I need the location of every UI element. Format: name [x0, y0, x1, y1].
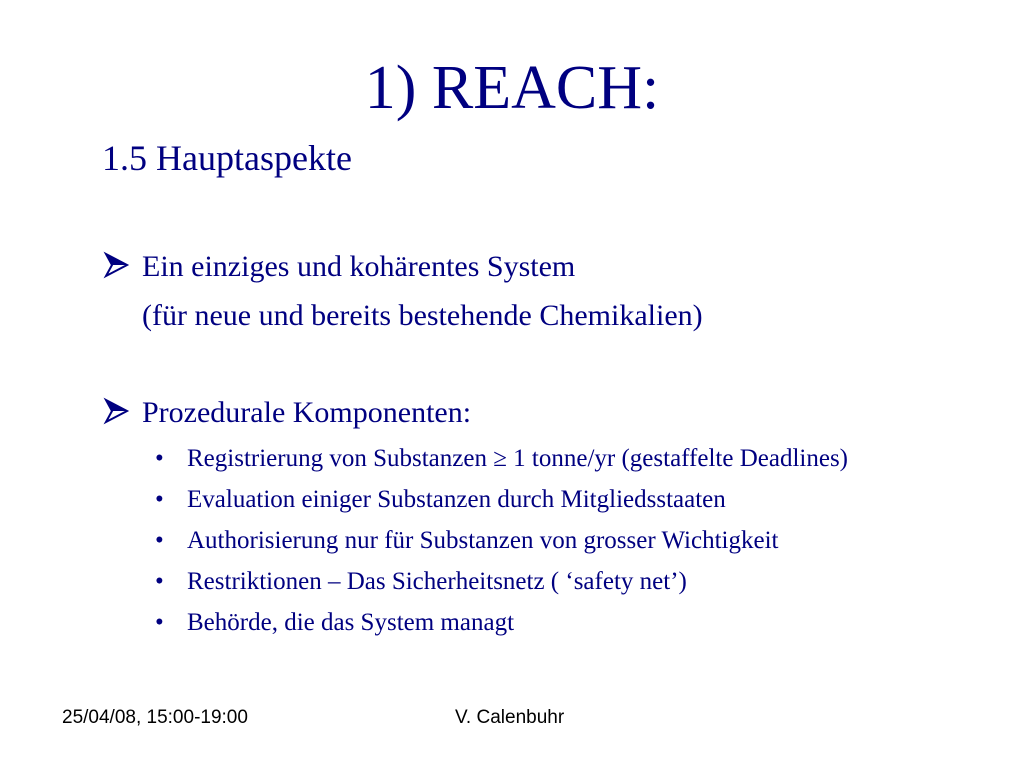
- sub-item-text: Registrierung von Substanzen ≥ 1 tonne/yr (gestaffelte Deadlines): [187, 445, 848, 472]
- sub-item: [155, 567, 687, 597]
- footer-date: 25/04/08, 15:00-19:00: [62, 707, 248, 728]
- main-bullet-1-text: Ein einziges und kohärentes System: [142, 250, 576, 283]
- slide-title: 1) REACH:: [364, 54, 660, 122]
- arrow-bullet-icon: [102, 397, 130, 425]
- bullet-dot-icon: •: [155, 486, 164, 513]
- bullet-dot-icon: •: [155, 445, 164, 472]
- main-bullet-2-text: Prozedurale Komponenten:: [142, 396, 472, 429]
- sub-item: [155, 485, 726, 515]
- sub-item-text: Authorisierung nur für Substanzen von grosser Wichtigkeit: [187, 527, 779, 554]
- bullet-dot-icon: •: [155, 568, 164, 595]
- main-bullet-1: [102, 249, 575, 285]
- main-bullet-2: [102, 395, 471, 431]
- sub-item-text: Evaluation einiger Substanzen durch Mitgliedsstaaten: [187, 486, 726, 513]
- arrow-bullet-icon: [102, 251, 130, 279]
- sub-item: [155, 608, 514, 638]
- footer-author: V. Calenbuhr: [455, 707, 565, 728]
- sub-item-text: Restriktionen – Das Sicherheitsnetz ( ‘safety net’): [187, 568, 687, 595]
- sub-item-text: Behörde, die das System managt: [187, 609, 515, 636]
- bullet-dot-icon: •: [155, 527, 164, 554]
- slide-subtitle: 1.5 Hauptaspekte: [102, 138, 352, 178]
- bullet-dot-icon: •: [155, 609, 164, 636]
- main-bullet-1-continuation: (für neue und bereits bestehende Chemikalien): [142, 299, 703, 332]
- sub-item: [155, 444, 848, 474]
- sub-item: [155, 526, 778, 556]
